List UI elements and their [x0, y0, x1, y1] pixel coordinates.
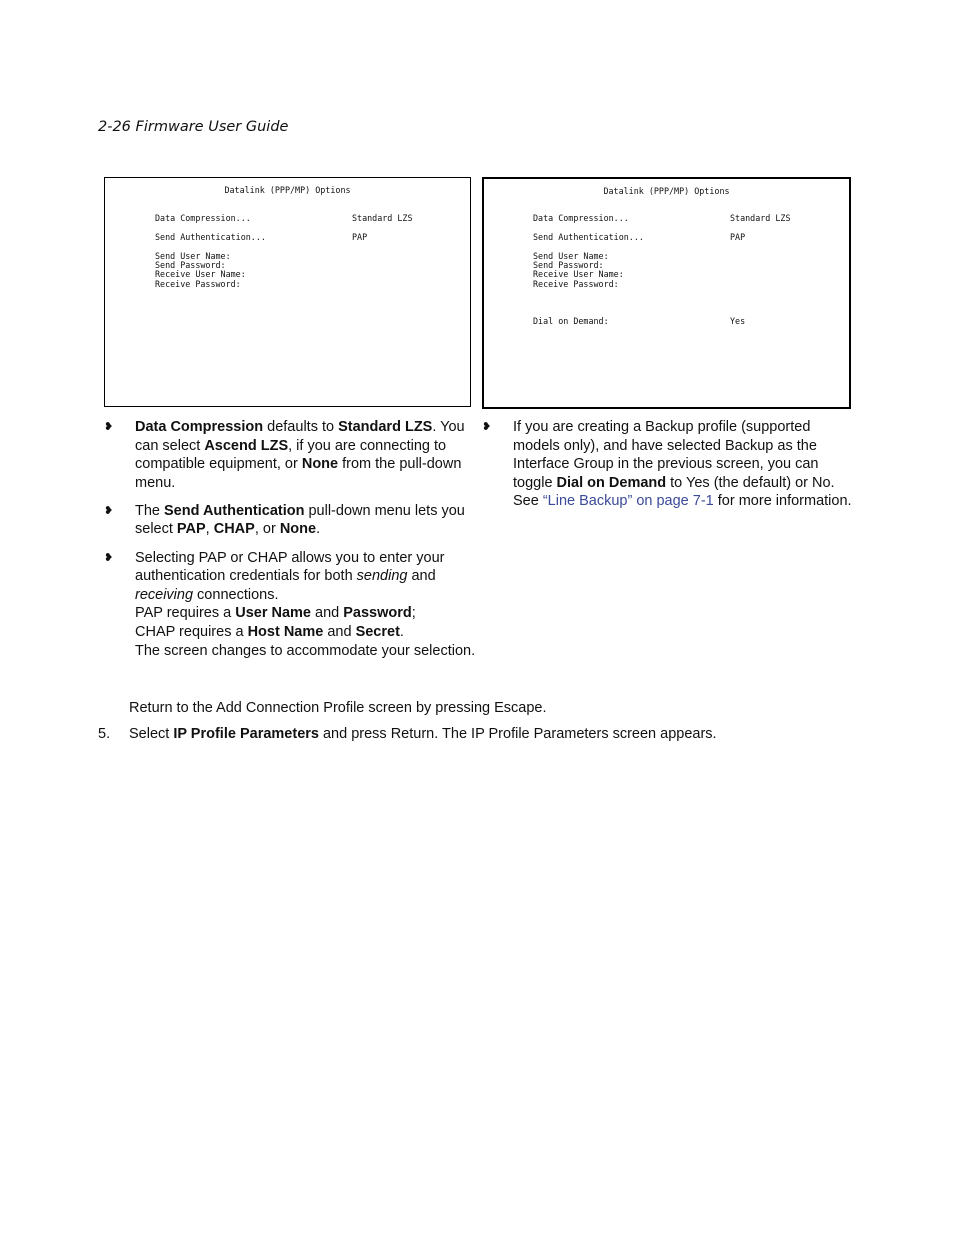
term-user-name: User Name — [235, 605, 311, 622]
term-none: None — [279, 521, 317, 538]
text: defaults to — [263, 419, 339, 435]
text: Selecting PAP or CHAP allows you to enter your authentication credentials for both — [135, 549, 445, 585]
bullet-arrow-icon: ❥ — [104, 550, 114, 564]
term-secret: Secret — [355, 623, 400, 640]
receive-password-label: Receive Password: — [155, 279, 241, 289]
text: for more information. — [713, 493, 852, 510]
send-password-label: Send Password: — [533, 260, 604, 270]
data-compression-value: Standard LZS — [730, 213, 791, 223]
return-paragraph: Return to the Add Connection Profile screen by pressing Escape. — [129, 700, 547, 716]
text: and — [323, 623, 356, 640]
running-head: 2-26 Firmware User Guide — [98, 119, 289, 135]
send-user-name-label: Send User Name: — [155, 251, 231, 261]
bullet-list-left — [104, 418, 476, 670]
send-authentication-label: Send Authentication... — [155, 232, 266, 242]
screen-datalink-options-left — [104, 177, 471, 407]
screen-title: Datalink (PPP/MP) Options — [603, 186, 730, 196]
term-none: None — [301, 456, 339, 473]
text: , — [205, 521, 214, 538]
step-5 — [98, 726, 717, 742]
text: PAP requires a — [135, 605, 236, 622]
data-compression-label: Data Compression... — [155, 213, 251, 223]
text: , or — [254, 521, 280, 538]
text: pull-down menu lets you select — [135, 502, 465, 538]
term-password: Password — [343, 605, 412, 622]
text: The — [135, 502, 165, 519]
term-dial-on-demand: Dial on Demand — [556, 474, 667, 491]
bullet-text — [135, 418, 476, 492]
text: , if you are connecting to compatible equipment, or — [135, 437, 447, 473]
receive-password-label: Receive Password: — [533, 279, 619, 289]
receive-user-name-label: Receive User Name: — [155, 269, 246, 279]
bullet-text — [135, 549, 476, 661]
data-compression-label: Data Compression... — [533, 213, 629, 223]
term-ip-profile-parameters: IP Profile Parameters — [173, 726, 319, 742]
text: CHAP requires a — [135, 623, 248, 640]
send-password-label: Send Password: — [155, 260, 226, 270]
send-authentication-value: PAP — [352, 232, 368, 242]
send-user-name-label: Send User Name: — [533, 251, 609, 261]
link-line-backup[interactable]: “Line Backup” on page 7-1 — [542, 493, 714, 510]
text: and — [310, 605, 344, 622]
screen-datalink-options-right — [482, 177, 851, 409]
text: ; — [411, 605, 416, 622]
send-authentication-value: PAP — [730, 232, 746, 242]
term-ascend-lzs: Ascend LZS — [204, 437, 289, 454]
text: and press Return. The IP Profile Parameters screen appears. — [318, 726, 717, 742]
text: and — [407, 568, 436, 585]
receive-user-name-label: Receive User Name: — [533, 269, 624, 279]
screen-title: Datalink (PPP/MP) Options — [224, 185, 351, 195]
dial-on-demand-value: Yes — [730, 316, 746, 326]
bullet-dial-on-demand — [482, 418, 854, 511]
bullet-arrow-icon: ❥ — [104, 420, 114, 433]
text: to Yes (the default) or No. See — [513, 474, 835, 510]
bullet-send-authentication — [104, 502, 476, 539]
term-chap: CHAP — [213, 521, 255, 538]
text: If you are creating a Backup profile (supported models only), and have selected Backup as the Interface Group in the previous screen, you can toggle — [513, 419, 819, 491]
text: The screen changes to accommodate your selection. — [135, 642, 476, 659]
term-host-name: Host Name — [247, 623, 324, 640]
step-number: 5. — [98, 726, 111, 742]
data-compression-value: Standard LZS — [352, 213, 413, 223]
bullet-list-right — [482, 418, 854, 520]
text: . You can select — [135, 419, 465, 454]
term-standard-lzs: Standard LZS — [338, 419, 433, 435]
term-send-authentication: Send Authentication — [164, 502, 305, 519]
term-data-compression: Data Compression — [135, 419, 264, 435]
bullet-pap-chap — [104, 549, 476, 661]
emph-receiving: receiving — [135, 586, 194, 603]
bullet-data-compression — [104, 418, 476, 492]
text: Select — [129, 726, 174, 742]
bullet-text — [513, 418, 854, 511]
text: connections. — [193, 586, 279, 603]
bullet-arrow-icon: ❥ — [104, 503, 114, 517]
send-authentication-label: Send Authentication... — [533, 232, 644, 242]
emph-sending: sending — [356, 568, 408, 585]
text: . — [316, 521, 321, 538]
text: from the pull-down menu. — [135, 456, 462, 491]
bullet-arrow-icon: ❥ — [482, 420, 492, 433]
text: . — [399, 623, 404, 640]
term-pap: PAP — [176, 521, 206, 538]
dial-on-demand-label: Dial on Demand: — [533, 316, 609, 326]
bullet-text — [135, 502, 476, 539]
